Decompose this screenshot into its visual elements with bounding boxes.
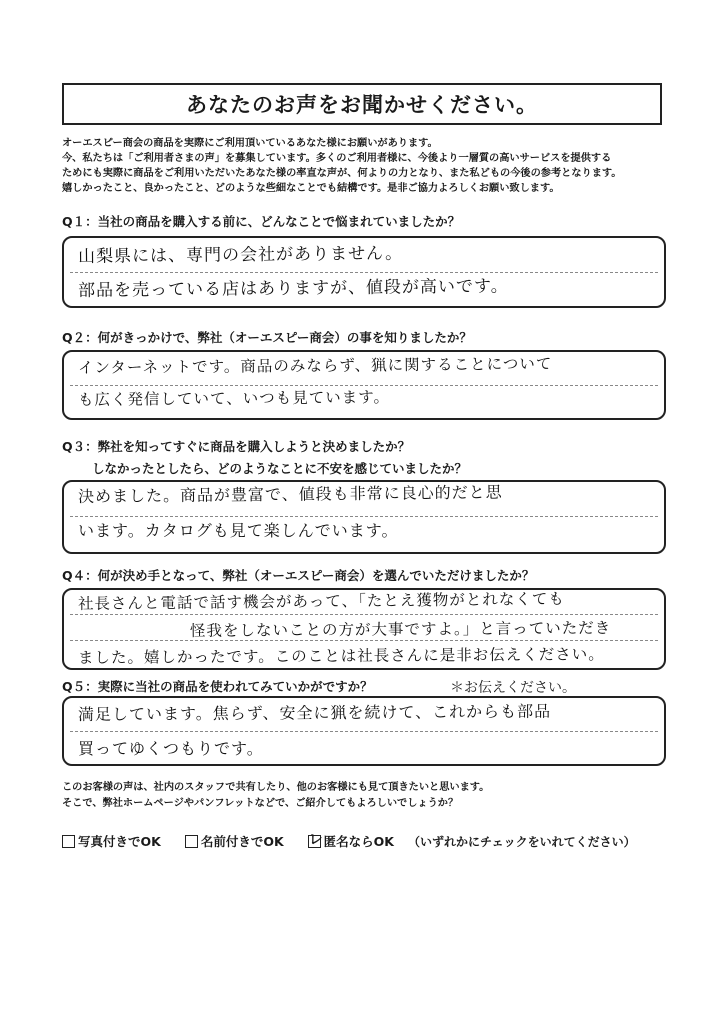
title-box: [62, 83, 662, 125]
intro-line: オーエスピー商会の商品を実際にご利用頂いているあなた様にお願いがあります。: [62, 138, 438, 149]
outro-line: そこで、弊社ホームページやパンフレットなどで、ご紹介してもよろしいでしょうか？: [62, 798, 459, 809]
intro-line: 嬉しかったこと、良かったこと、どのような些細なことでも結構です。是非ご協力よろしくお願い致します。: [62, 183, 560, 194]
checkbox-checked[interactable]: [308, 831, 323, 848]
option-label: 写真付きでOK: [78, 834, 161, 849]
answer-4-line-3: ました。嬉しかったです。このことは社長さんに是非お伝えください。: [77, 645, 605, 667]
question-3: Q３：弊社を知ってすぐに商品を購入しようと決めましたか？: [62, 439, 411, 454]
check-mark-icon: レ: [308, 831, 323, 848]
answer-3-line-1: 決めました。商品が豊富で、値段も非常に良心的だと思: [77, 482, 503, 506]
intro-text: [62, 136, 672, 196]
consent-options: [62, 832, 636, 850]
ruled-line: [70, 516, 658, 517]
answer-5-line-2: 買ってゆくつもりです。: [78, 739, 264, 758]
outro-line: このお客様の声は、社内のスタッフで共有したり、他のお客様にも見て頂きたいと思います。: [62, 782, 490, 793]
option-label: 名前付きでOK: [200, 834, 284, 849]
ruled-line: [70, 614, 658, 615]
answer-3-line-2: います。カタログも見て楽しんでいます。: [78, 521, 399, 540]
answer-2-line-2: も広く発信していて、いつも見ています。: [77, 388, 391, 409]
option-label: 匿名ならOK: [323, 834, 394, 849]
intro-line: 今、私たちは「ご利用者さまの声」を募集しています。多くのご利用者様に、今後より一層質の高いサービスを提供する: [62, 153, 612, 164]
question-3-line-2: しなかったとしたら、どのようなことに不安を感じていましたか？: [92, 461, 468, 476]
answer-4-line-1: 社長さんと電話で話す機会があって、「たとえ獲物がとれなくても: [77, 589, 565, 613]
handwritten-aside: ＊お伝えください。: [450, 680, 576, 696]
consent-option-name[interactable]: [185, 832, 284, 850]
intro-line: ためにも実際に商品をご利用いただいたあなた様の率直な声が、何よりの力となり、また私どもの今後の参考となります。: [62, 168, 622, 179]
consent-option-anonymous[interactable]: [308, 832, 394, 850]
ruled-line: [70, 731, 658, 732]
consent-option-photo[interactable]: [62, 832, 161, 850]
question-1: Q１：当社の商品を購入する前に、どんなことで悩まれていましたか？: [62, 214, 461, 229]
answer-1-line-1: 山梨県には、専門の会社がありません。: [77, 243, 404, 267]
question-4: Q４：何が決め手となって、弊社（オーエスピー商会）を選んでいただけましたか？: [62, 568, 535, 583]
answer-1-line-2: 部品を売っている店はありますが、値段が高いです。: [77, 276, 509, 301]
answer-2-line-1: インターネットです。商品のみならず、猟に関することについて: [77, 354, 553, 377]
consent-note: （いずれかにチェックをいれてください）: [407, 834, 636, 849]
outro-text: [62, 780, 672, 812]
ruled-line: [70, 640, 658, 641]
checkbox[interactable]: [185, 835, 198, 848]
question-2: Q２：何がきっかけで、弊社（オーエスピー商会）の事を知りましたか？: [62, 330, 472, 345]
answer-5-line-1: 満足しています。焦らず、安全に猟を続けて、これからも部品: [77, 701, 552, 724]
page-title: あなたのお声をお聞かせください。: [186, 93, 538, 117]
question-5: Q５：実際に当社の商品を使われてみていかがですか？: [62, 679, 373, 694]
checkbox[interactable]: [62, 835, 75, 848]
answer-4-line-2: 怪我をしないことの方が大事ですよ。」と言っていただき: [189, 619, 612, 640]
